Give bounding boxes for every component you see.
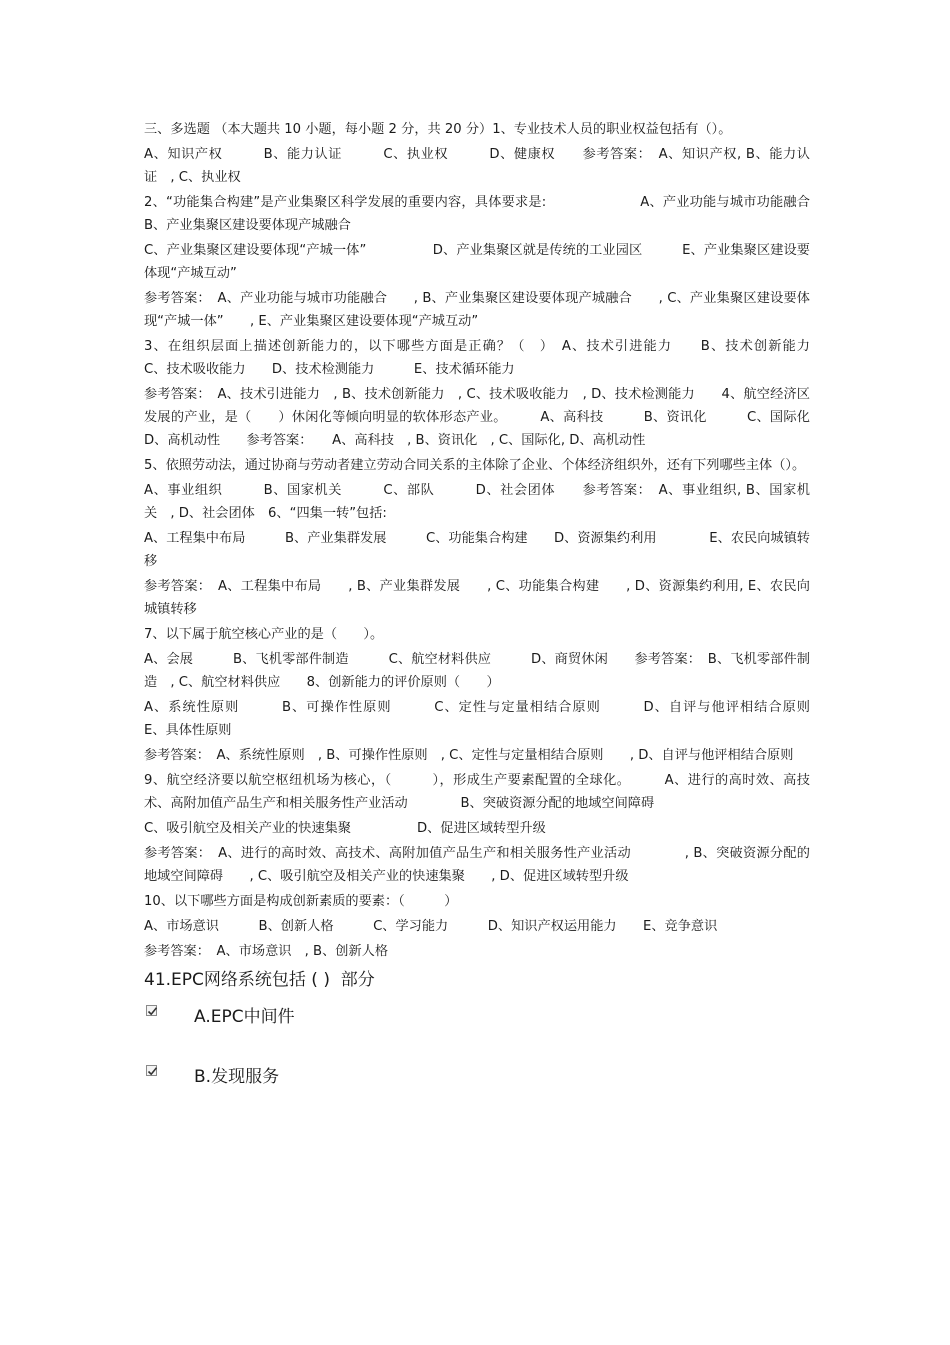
paragraph: 三、多选题 （本大题共 10 小题，每小题 2 分，共 20 分）1、专业技术人员的职业权益包括有（）。 — [144, 122, 732, 137]
option-a-label: A.EPC中间件 — [194, 1007, 295, 1027]
question-41-title: 41.EPC网络系统包括 ( ) 部分 — [144, 970, 375, 990]
paragraph: A、知识产权 B、能力认证 C、执业权 D、健康权 参考答案： A、知识产权, B、能力认证 , C、执业权 — [144, 147, 810, 185]
paragraph: 2、“功能集合构建”是产业集聚区科学发展的重要内容，具体要求是: A、产业功能与城市功能融合 B、产业集聚区建设要体现产城融合 — [144, 195, 850, 233]
checkbox-checked-icon[interactable] — [146, 1005, 157, 1016]
question-text — [144, 118, 850, 963]
paragraph: A、市场意识 B、创新人格 C、学习能力 D、知识产权运用能力 E、竞争意识 — [144, 919, 718, 934]
paragraph: 参考答案： A、工程集中布局 , B、产业集群发展 , C、功能集合构建 , D、资源集约利用, E、农民向城镇转移 — [144, 579, 810, 617]
paragraph: C、产业集聚区建设要体现“产城一体” D、产业集聚区就是传统的工业园区 E、产业集聚区建设要体现“产城互动” — [144, 243, 810, 281]
paragraph: A、系统性原则 B、可操作性原则 C、定性与定量相结合原则 D、自评与他评相结合原则 E、具体性原则 — [144, 700, 850, 738]
paragraph: 9、航空经济要以航空枢纽机场为核心，（ ），形成生产要素配置的全球化。 A、进行的高时效、高技术、高附加值产品生产和相关服务性产业活动 B、突破资源分配的地域空间障碍 — [144, 773, 810, 811]
paragraph: A、工程集中布局 B、产业集群发展 C、功能集合构建 D、资源集约利用 E、农民向城镇转移 — [144, 531, 810, 569]
option-b[interactable] — [144, 1063, 810, 1113]
question-41 — [144, 967, 810, 1113]
paragraph: C、吸引航空及相关产业的快速集聚 D、促进区域转型升级 — [144, 821, 546, 836]
option-a[interactable] — [144, 1003, 810, 1053]
paragraph: 3、在组织层面上描述创新能力的，以下哪些方面是正确？（ ） A、技术引进能力 B、技术创新能力 C、技术吸收能力 D、技术检测能力 E、技术循环能力 — [144, 339, 850, 377]
paragraph: 参考答案： A、进行的高时效、高技术、高附加值产品生产和相关服务性产业活动 , B、突破资源分配的地域空间障碍 , C、吸引航空及相关产业的快速集聚 , D、促进区域转型升级 — [144, 846, 810, 884]
paragraph: 参考答案： A、产业功能与城市功能融合 , B、产业集聚区建设要体现产城融合 , C、产业集聚区建设要体现“产城一体” , E、产业集聚区建设要体现“产城互动” — [144, 291, 810, 329]
paragraph: 参考答案： A、市场意识 , B、创新人格 — [144, 944, 389, 959]
paragraph: 参考答案： A、技术引进能力 , B、技术创新能力 , C、技术吸收能力 , D、技术检测能力 4、航空经济区发展的产业，是（ ）休闲化等倾向明显的软体形态产业。 A、高科技 B、资讯化 C、国际化 D、高机动性 参考答案： A、高科技 , B、资讯化 , C、国际化, D、高机动性 — [144, 387, 850, 448]
paragraph: A、事业组织 B、国家机关 C、部队 D、社会团体 参考答案： A、事业组织, B、国家机关 , D、社会团体 6、“四集一转”包括: — [144, 483, 810, 521]
paragraph: 10、以下哪些方面是构成创新素质的要素：（ ） — [144, 894, 458, 909]
paragraph: 7、以下属于航空核心产业的是（ ）。 — [144, 627, 384, 642]
checkbox-checked-icon[interactable] — [146, 1065, 157, 1076]
paragraph: 参考答案： A、系统性原则 , B、可操作性原则 , C、定性与定量相结合原则 , D、自评与他评相结合原则 — [144, 748, 794, 763]
paragraph: A、会展 B、飞机零部件制造 C、航空材料供应 D、商贸休闲 参考答案： B、飞机零部件制造 , C、航空材料供应 8、创新能力的评价原则（ ） — [144, 652, 810, 690]
option-b-label: B.发现服务 — [194, 1067, 280, 1087]
paragraph: 5、依照劳动法，通过协商与劳动者建立劳动合同关系的主体除了企业、个体经济组织外，还有下列哪些主体（）。 — [144, 458, 806, 473]
